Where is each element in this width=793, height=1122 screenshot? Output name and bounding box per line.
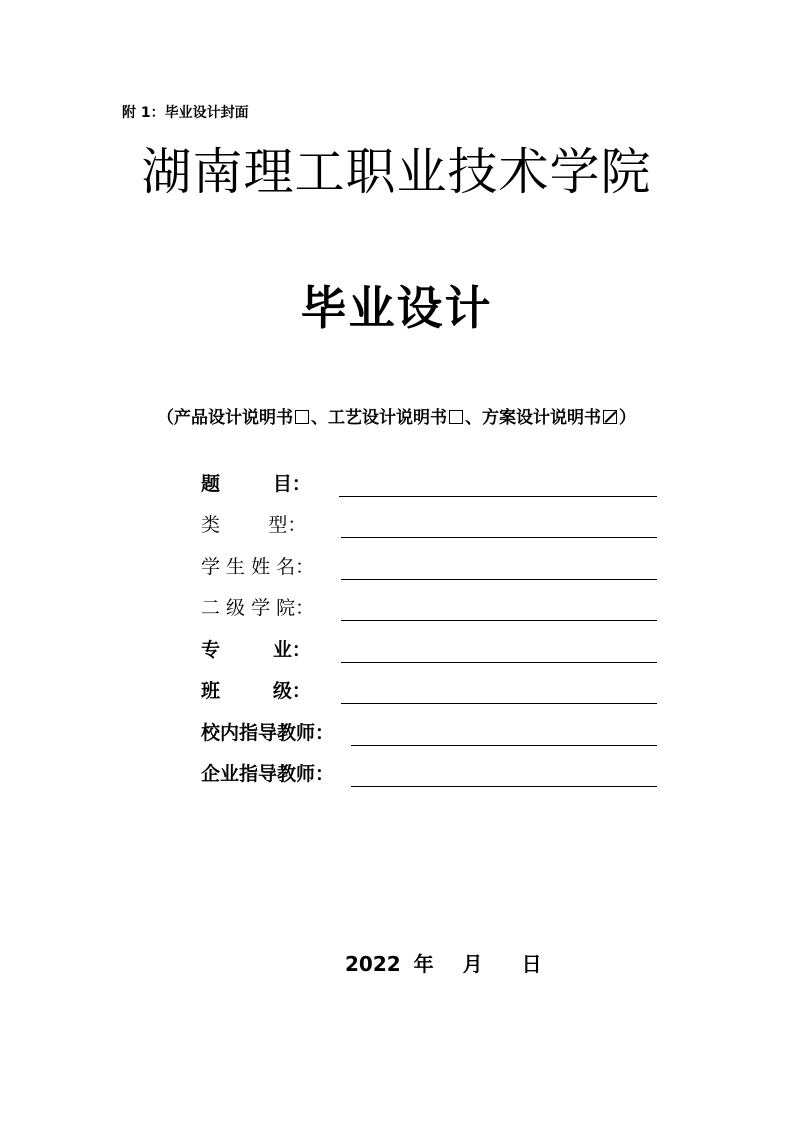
form-input-internal-advisor[interactable]: [351, 745, 657, 746]
form-row-student-name: [201, 552, 657, 582]
option-process-design-checkbox[interactable]: [449, 410, 463, 424]
date-line: [345, 948, 542, 977]
form-label-student-name: 学 生 姓 名：: [201, 556, 315, 578]
form-label-type: 类 型：: [201, 514, 307, 536]
form-label-title: 题 目：: [201, 473, 311, 495]
form-row-class: [201, 676, 657, 706]
form-input-enterprise-advisor[interactable]: [351, 786, 657, 787]
form-input-student-name[interactable]: [341, 579, 657, 580]
open-paren: （: [157, 408, 174, 428]
separator: 、: [465, 408, 482, 428]
option-product-design-label: 产品设计说明书: [174, 408, 293, 428]
form-row-college: [201, 593, 657, 623]
date-year: 2022: [345, 952, 401, 976]
date-day-char: 日: [521, 952, 542, 976]
option-scheme-design-label: 方案设计说明书: [482, 408, 601, 428]
form-input-type[interactable]: [341, 537, 657, 538]
document-title: 毕业设计: [300, 281, 493, 335]
attachment-label: 附 1：毕业设计封面: [122, 105, 249, 121]
date-month-char: 月: [462, 952, 483, 976]
separator: 、: [311, 408, 328, 428]
form-label-enterprise-advisor: 企业指导教师：: [201, 763, 335, 785]
form-label-class: 班 级：: [201, 680, 311, 702]
form-label-college: 二 级 学 院：: [201, 597, 315, 619]
close-paren: ）: [619, 408, 636, 428]
form-label-major: 专 业：: [201, 639, 311, 661]
option-process-design-label: 工艺设计说明书: [328, 408, 447, 428]
form-row-internal-advisor: [201, 718, 657, 748]
date-year-char: 年: [413, 952, 434, 976]
school-name: 湖南理工职业技术学院: [141, 143, 652, 201]
form-row-type: [201, 510, 657, 540]
form-label-internal-advisor: 校内指导教师：: [201, 722, 335, 744]
option-product-design-checkbox[interactable]: [295, 410, 309, 424]
form-input-college[interactable]: [341, 620, 657, 621]
form-input-major[interactable]: [341, 662, 657, 663]
form-row-title: [201, 469, 657, 499]
document-type-options: [0, 405, 793, 431]
form-input-class[interactable]: [341, 703, 657, 704]
form-input-title[interactable]: [339, 496, 657, 497]
form-row-enterprise-advisor: [201, 759, 657, 789]
form-row-major: [201, 635, 657, 665]
option-scheme-design-checkbox[interactable]: [603, 410, 617, 424]
